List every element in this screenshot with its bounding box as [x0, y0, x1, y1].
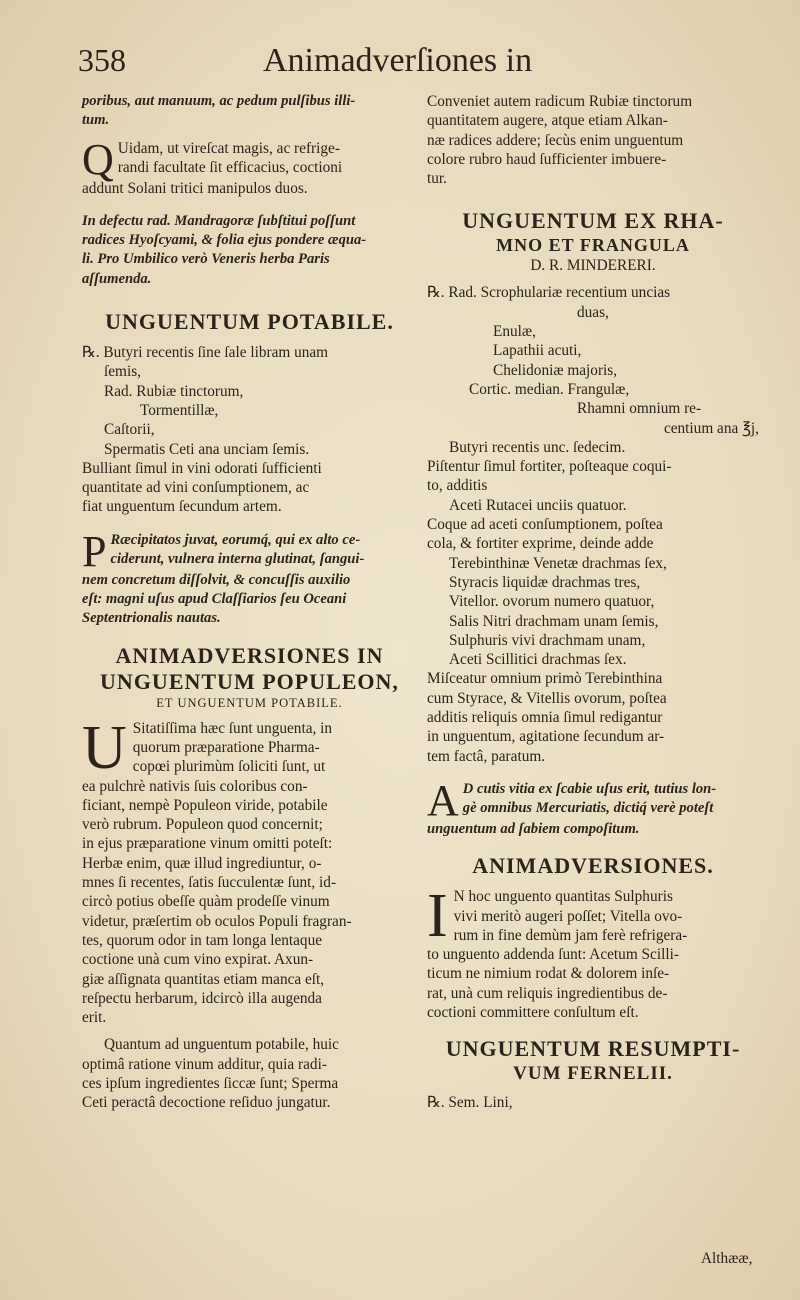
text-line: randi facultate ſit efficacius, coctioni — [117, 158, 343, 176]
text-line: Enulæ, — [493, 323, 536, 341]
text-line: giæ aſſignata quantitas etiam manca eſt, — [82, 970, 325, 988]
text-line: unguentum ad ſabiem compoſitum. — [427, 820, 640, 837]
text-line: quorum præparatione Pharma- — [132, 738, 320, 756]
drop-cap: A — [427, 775, 459, 825]
text-line: gè omnibus Mercuriatis, dictiq́ verè poteſt — [462, 800, 714, 817]
text-line: cola, & fortiter exprime, deinde adde — [427, 535, 654, 553]
text-line: optimâ ratione vinum additur, quia radi- — [82, 1055, 327, 1073]
recipe-potabile — [82, 343, 417, 517]
italic-note-mandragora — [82, 212, 417, 289]
text-line: colore rubro haud ſufficienter imbuere- — [427, 150, 667, 168]
text-line: vivi meritò augeri poſſet; Vitella ovo- — [453, 907, 683, 925]
text-line: Tormentillæ, — [140, 401, 219, 419]
recipe-mindereri — [427, 283, 759, 765]
text-line: ces ipſum ingredientes ſiccæ ſunt; Sperma — [82, 1074, 339, 1092]
section-heading: UNGUENTUM EX RHA- — [462, 208, 724, 234]
text-line: reſpectu herbarum, idcircò illa augenda — [82, 989, 322, 1007]
text-line: ciderunt, vulnera interna glutinat, ſangui- — [110, 551, 365, 568]
text-line: In defectu rad. Mandragoræ ſubſtitui poſſunt — [82, 212, 356, 229]
text-line: eſt: magni uſus apud Claſſiarios ſeu Oceani — [82, 591, 347, 608]
text-line: Vitellor. ovorum numero quatuor, — [449, 593, 655, 611]
drop-cap: P — [82, 526, 107, 576]
continuation-line: tum. — [82, 112, 110, 129]
text-line: copœi plurimùm ſoliciti ſunt, ut — [132, 758, 326, 776]
section-author: D. R. MINDERERI. — [530, 257, 656, 275]
text-line: cum Styrace, & Vitellis ovorum, poſtea — [427, 689, 667, 707]
paragraph-quidam — [82, 134, 417, 198]
text-line: Terebinthinæ Venetæ drachmas ſex, — [449, 554, 667, 572]
text-line: N hoc unguento quantitas Sulphuris — [453, 888, 673, 906]
text-line: Piſtentur ſimul fortiter, poſteaque coqui- — [427, 458, 672, 476]
paragraph-in-hoc — [427, 882, 759, 1022]
section-subheading: ET UNGUENTUM POTABILE. — [156, 695, 343, 710]
section-heading: UNGUENTUM POPULEON, — [100, 668, 399, 694]
text-line: Coque ad aceti conſumptionem, poſtea — [427, 516, 663, 534]
text-line: rum in fine demùm jam ferè refrigera- — [453, 926, 688, 944]
text-line: Rhamni omnium re- — [577, 400, 702, 418]
section-heading: VUM FERNELII. — [513, 1063, 673, 1085]
text-line: nem concretum diſſolvit, & concuſſis auxilio — [82, 571, 351, 588]
section-heading: UNGUENTUM POTABILE. — [105, 309, 394, 335]
text-line: radices Hyoſcyami, & folia ejus pondere æqua- — [82, 232, 367, 249]
text-line: to unguento addenda ſunt: Acetum Scilli- — [427, 946, 679, 964]
text-line: Spermatis Ceti ana unciam ſemis. — [104, 440, 310, 458]
text-line: duas, — [577, 303, 609, 321]
section-heading: ANIMADVERSIONES. — [472, 853, 714, 879]
text-line: ticum ne nimium rodat & dolorem inſe- — [427, 965, 670, 983]
section-heading: MNO ET FRANGULA — [496, 235, 690, 256]
text-line: Quantum ad unguentum potabile, huic — [104, 1036, 339, 1054]
drop-cap: Q — [82, 134, 114, 184]
text-line: D cutis vitia ex ſcabie uſus erit, tutius lon- — [462, 780, 717, 797]
running-title: Animadverſiones in — [263, 42, 533, 79]
text-line: tes, quorum odor in tam longa lentaque — [82, 931, 323, 949]
text-line: coctione unà cum vino expirat. Axun- — [82, 951, 314, 969]
text-line: Salis Nitri drachmam unam ſemis, — [449, 612, 659, 630]
paragraph-quantum — [82, 1035, 417, 1112]
paragraph-conveniet — [427, 92, 759, 188]
drop-cap: U — [82, 713, 127, 782]
right-column — [427, 92, 759, 1113]
text-line: quantitatem augere, atque etiam Alkan- — [427, 112, 668, 130]
text-line: Ceti peractâ decoctione reſiduo jungatur. — [82, 1094, 331, 1112]
text-line: ℞. Rad. Scrophulariæ recentium uncias — [427, 284, 671, 302]
text-line: erit. — [82, 1009, 107, 1027]
text-line: fiat unguentum ſecundum artem. — [82, 498, 282, 516]
text-line: to, additis — [427, 477, 488, 495]
text-line: Miſceatur omnium primò Terebinthina — [427, 670, 663, 688]
text-line: Styracis liquidæ drachmas tres, — [449, 573, 641, 591]
text-line: Septentrionalis nautas. — [82, 610, 221, 627]
text-line: Conveniet autem radicum Rubiæ tinctorum — [427, 93, 693, 110]
text-line: Butyri recentis unc. ſedecim. — [449, 438, 626, 456]
page-number: 358 — [78, 42, 126, 78]
catchword: Althææ, — [701, 1250, 753, 1267]
text-line: rat, unà cum reliquis ingredientibus de- — [427, 984, 668, 1002]
text-line: in ejus præparatione vinum omitti poteſt: — [82, 835, 333, 853]
text-line: ℞. Butyri recentis ſine ſale libram unam — [82, 344, 329, 362]
continuation-line: poribus, aut manuum, ac pedum pulſibus illi- — [82, 93, 356, 109]
text-line: Uidam, ut vireſcat magis, ac refrige- — [117, 139, 340, 157]
text-line: additis reliquis omnia ſimul redigantur — [427, 709, 663, 727]
text-line: in unguentum, agitatione ſecundum ar- — [427, 728, 665, 746]
text-line: ℞. Sem. Lini, — [427, 1094, 513, 1112]
text-line: addunt Solani tritici manipulos duos. — [82, 179, 308, 197]
text-line: quantitate ad vini conſumptionem, ac — [82, 479, 310, 497]
paragraph-usitatissima — [82, 713, 417, 1028]
text-line: Lapathii acuti, — [493, 342, 582, 360]
text-line: Rad. Rubiæ tinctorum, — [104, 382, 244, 400]
text-line: ſemis, — [104, 363, 141, 381]
text-line: aſſumenda. — [82, 270, 152, 287]
text-line: Ræcipitatos juvat, eorumq́, qui ex alto ce- — [110, 531, 361, 548]
text-line: Cortic. median. Frangulæ, — [469, 380, 630, 398]
section-heading: ANIMADVERSIONES IN — [115, 642, 384, 668]
text-line: mnes ſi recentes, ſatis ſucculentæ ſunt, id- — [82, 874, 337, 892]
text-line: tem factâ, paratum. — [427, 747, 546, 765]
text-line: ea pulchrè nativis ſuis coloribus con- — [82, 777, 308, 795]
text-line: Herbæ enim, quæ illud ingrediuntur, o- — [82, 854, 322, 872]
text-line: Caſtorii, — [104, 421, 155, 439]
text-line: næ radices addere; ſecùs enim unguentum — [427, 131, 684, 149]
text-line: coctioni committere conſultum eſt. — [427, 1003, 639, 1021]
text-line: Sitatiſſima hæc ſunt unguenta, in — [132, 719, 333, 737]
italic-note-praecipitatos — [82, 526, 417, 629]
left-column — [82, 92, 417, 1113]
page-header — [78, 42, 758, 90]
text-line: li. Pro Umbilico verò Veneris herba Paris — [82, 251, 330, 268]
drop-cap: I — [427, 882, 448, 951]
text-line: Chelidoniæ majoris, — [493, 361, 618, 379]
text-line: circò potius obeſſe quàm prodeſſe vinum — [82, 893, 330, 911]
text-line: Aceti Scillitici drachmas ſex. — [449, 651, 627, 669]
text-line: videtur, præſertim ob oculos Populi fragran- — [82, 912, 352, 930]
text-line: verò rubrum. Populeon quod concernit; — [82, 816, 323, 834]
italic-note-cutis — [427, 775, 759, 839]
text-line: Bulliant ſimul in vini odorati ſufficienti — [82, 459, 322, 477]
text-line: Aceti Rutacei unciis quatuor. — [449, 496, 627, 514]
text-line: tur. — [427, 170, 447, 188]
text-line: Sulphuris vivi drachmam unam, — [449, 631, 646, 649]
section-heading: UNGUENTUM RESUMPTI- — [445, 1036, 741, 1062]
text-line: ficiant, nempè Populeon viride, potabile — [82, 796, 328, 814]
text-line: centium ana ℥j, — [663, 419, 759, 437]
